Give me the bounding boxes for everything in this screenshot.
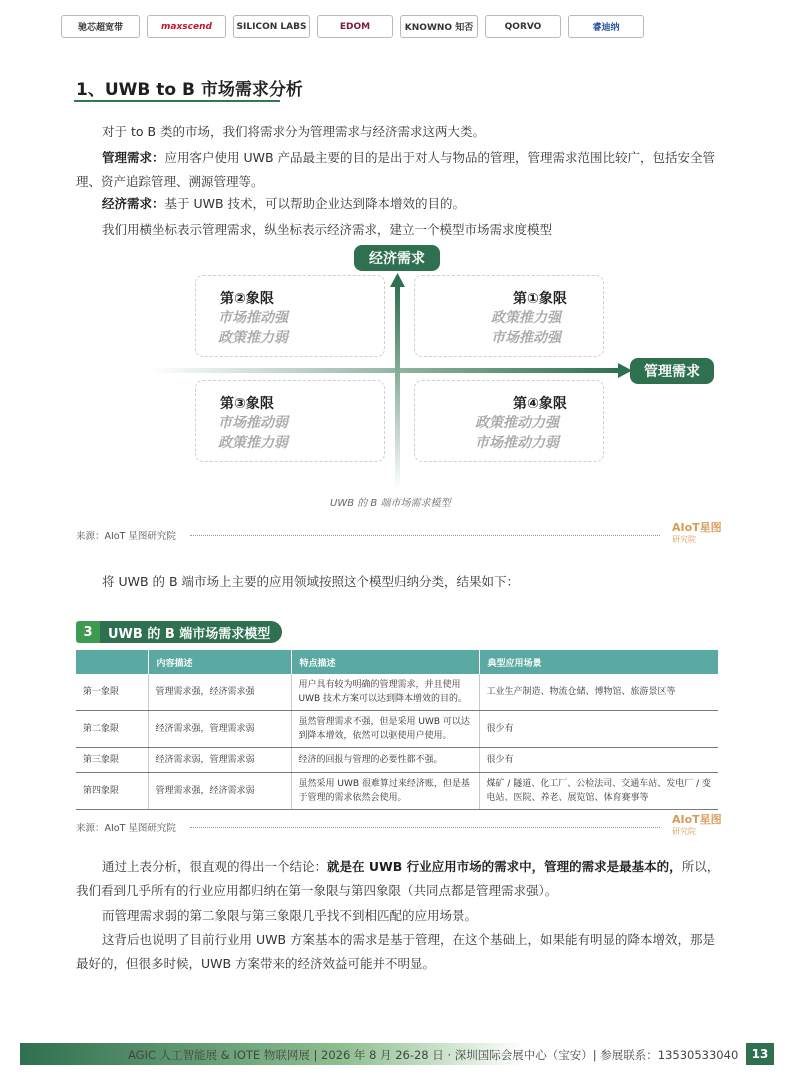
table-header-row (76, 650, 718, 674)
logo-maxscend: maxscend (147, 15, 226, 38)
table-cell: 管理需求强，经济需求弱 (148, 773, 291, 810)
watermark-brand-1: AIoT星图 (672, 521, 722, 534)
table-cell: 经济的回报与管理的必要性都不强。 (291, 748, 479, 773)
table-cell: 第三象限 (76, 748, 148, 773)
classify-paragraph: 将 UWB 的 B 端市场上主要的应用领域按照这个模型归纳分类，结果如下： (102, 574, 520, 589)
quadrant-4-title: 第④象限 (513, 396, 567, 412)
table-header-cell: 特点描述 (291, 650, 479, 674)
table-cell: 煤矿 / 隧道、化工厂、公检法司、交通车站、发电厂 / 变电站、医院、养老、展览馆、体育赛事等 (479, 773, 718, 810)
y-axis-arrowhead (390, 273, 405, 287)
quadrant-1-line2: 市场推动强 (491, 330, 561, 346)
watermark-logo-1 (672, 522, 722, 546)
table-cell: 第二象限 (76, 711, 148, 748)
quadrant-3-title: 第③象限 (220, 396, 274, 412)
quadrant-2 (195, 275, 385, 357)
table-number: 3 (76, 621, 100, 643)
intro-paragraph: 对于 to B 类的市场，我们将需求分为管理需求与经济需求这两大类。 (102, 124, 486, 139)
table-cell: 虽然采用 UWB 很难算过来经济账，但是基于管理的需求依然会使用。 (291, 773, 479, 810)
conclusion-p1-pre: 通过上表分析，很直观的得出一个结论： (102, 859, 328, 874)
logo-bar (61, 15, 644, 38)
demand-model-table (76, 650, 718, 810)
y-axis-label: 经济需求 (354, 245, 440, 271)
watermark-logo-2 (672, 814, 722, 838)
quadrant-2-line1: 市场推动强 (218, 310, 288, 326)
y-axis-line (395, 285, 400, 490)
econ-text: 基于 UWB 技术，可以帮助企业达到降本增效的目的。 (164, 196, 466, 211)
table-cell: 经济需求强，管理需求弱 (148, 711, 291, 748)
watermark-sub-2: 研究院 (672, 827, 696, 836)
econ-label: 经济需求： (102, 196, 165, 211)
source-note-2: 来源：AIoT 星图研究院 (76, 823, 176, 834)
logo-knowno: KNOWNO 知否 (400, 15, 478, 38)
table-cell: 虽然管理需求不强，但是采用 UWB 可以达到降本增效，依然可以驱使用户使用。 (291, 711, 479, 748)
watermark-brand-2: AIoT星图 (672, 813, 722, 826)
conclusion-paragraph-3: 这背后也说明了目前行业用 UWB 方案基本的需求是基于管理，在这个基础上，如果能有明显的降本增效，那是最好的，但很多时候，UWB 方案带来的经济效益可能并不明显。 (76, 932, 716, 971)
table-cell: 用户具有较为明确的管理需求，并且使用 UWB 技术方案可以达到降本增效的目的。 (291, 674, 479, 711)
x-axis-arrowhead (618, 363, 632, 378)
quadrant-3 (195, 380, 385, 462)
footer-text: AGIC 人工智能展 & IOTE 物联网展 | 2026 年 8 月 26-28 日 · 深圳国际会展中心（宝安）| 参展联系：13530533040 (128, 1048, 739, 1062)
table-cell: 第四象限 (76, 773, 148, 810)
table-header-cell: 内容描述 (148, 650, 291, 674)
watermark-sub-1: 研究院 (672, 535, 696, 544)
table-row (76, 674, 718, 711)
conclusion-paragraph-2: 而管理需求弱的第二象限与第三象限几乎找不到相匹配的应用场景。 (102, 908, 478, 923)
table-title: UWB 的 B 端市场需求模型 (100, 621, 282, 643)
table-row (76, 711, 718, 748)
table-header-cell (76, 650, 148, 674)
x-axis-label: 管理需求 (630, 358, 714, 384)
logo-silicon-labs: SILICON LABS (233, 15, 310, 38)
quadrant-3-line1: 市场推动弱 (218, 415, 288, 431)
table-cell: 很少有 (479, 748, 718, 773)
conclusion-p1-bold: 就是在 UWB 行业应用市场的需求中，管理的需求是最基本的， (327, 859, 682, 874)
table-cell: 很少有 (479, 711, 718, 748)
table-cell: 经济需求弱，管理需求弱 (148, 748, 291, 773)
quadrant-4-line1: 政策推动力强 (475, 415, 559, 431)
econ-paragraph (76, 192, 724, 216)
mgmt-text: 应用客户使用 UWB 产品最主要的目的是出于对人与物品的管理，管理需求范围比较广，包括安全管理、资产追踪管理、溯源管理等。 (76, 150, 716, 189)
quadrant-1-line1: 政策推力强 (491, 310, 561, 326)
quadrant-2-line2: 政策推力弱 (218, 330, 288, 346)
diagram-caption: UWB 的 B 端市场需求模型 (330, 498, 451, 509)
quadrant-2-title: 第②象限 (220, 291, 274, 307)
mgmt-label: 管理需求： (102, 150, 165, 165)
table-row (76, 773, 718, 810)
quadrant-4 (414, 380, 604, 462)
table-header-cell: 典型应用场景 (479, 650, 718, 674)
quadrant-4-line2: 市场推动力弱 (475, 435, 559, 451)
table-cell: 管理需求强，经济需求强 (148, 674, 291, 711)
logo-chixin: 驰芯超宽带 (61, 15, 140, 38)
mgmt-paragraph (76, 146, 724, 194)
source-note-1: 来源：AIoT 星图研究院 (76, 531, 176, 542)
x-axis-line (150, 368, 620, 373)
table-cell: 工业生产制造、物流仓储、博物馆、旅游景区等 (479, 674, 718, 711)
table-cell: 第一象限 (76, 674, 148, 711)
logo-qorvo: QORVO (485, 15, 561, 38)
source-divider-1 (190, 535, 660, 536)
model-intro: 我们用横坐标表示管理需求，纵坐标表示经济需求，建立一个模型市场需求度模型 (102, 222, 553, 237)
table-row (76, 748, 718, 773)
heading-underline (74, 100, 280, 102)
quadrant-1 (414, 275, 604, 357)
quadrant-1-title: 第①象限 (513, 291, 567, 307)
section-heading: 1、UWB to B 市场需求分析 (76, 80, 303, 100)
conclusion-paragraph-1 (76, 855, 724, 903)
table-caption (76, 621, 282, 643)
conclusion-p1-post: 所以，我们看到几乎所有的行业应用都归纳在第一象限与第四象限（共同点都是管理需求强）。 (76, 859, 720, 898)
logo-edom: EDOM (317, 15, 393, 38)
quadrant-3-line2: 政策推力弱 (218, 435, 288, 451)
source-divider-2 (190, 827, 660, 828)
page-number: 13 (746, 1043, 774, 1065)
logo-reliancesoft: 睿迪纳 (568, 15, 644, 38)
